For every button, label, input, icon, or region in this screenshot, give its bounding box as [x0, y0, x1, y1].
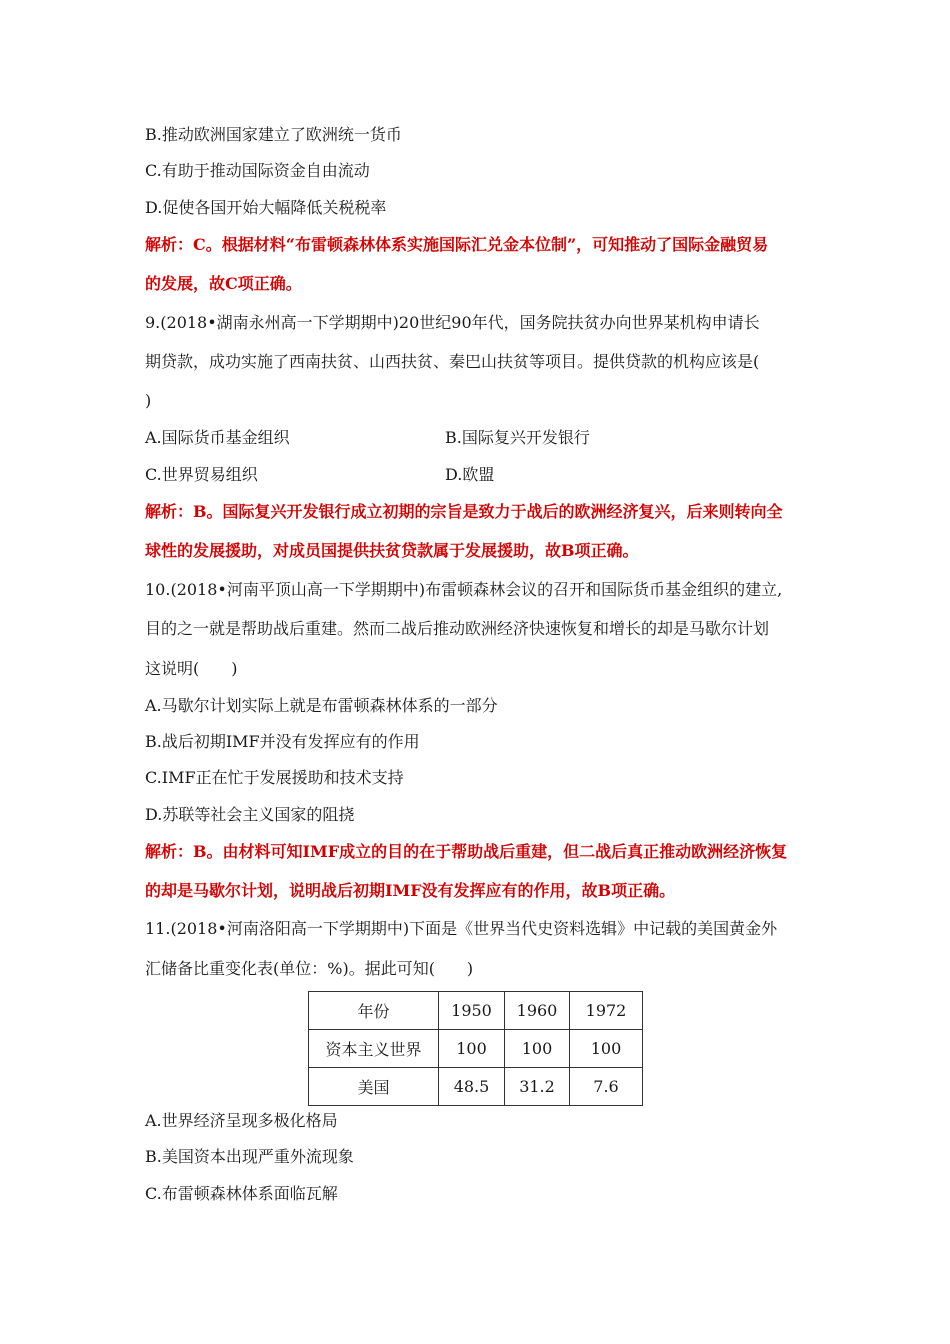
q11-option-c: C.布雷顿森林体系面临瓦解: [145, 1184, 338, 1203]
table-cell: 100: [439, 1030, 505, 1068]
q10-stem-line-1: 10.(2018•河南平顶山高一下学期期中)布雷顿森林会议的召开和国际货币基金组织的建立,: [145, 580, 783, 599]
reserve-share-table: [308, 991, 643, 1106]
q9-option-b: B.国际复兴开发银行: [445, 428, 590, 447]
q10-answer-line-1: 解析：B。由材料可知IMF成立的目的在于帮助战后重建，但二战后真正推动欧洲经济恢复: [145, 842, 788, 861]
table-cell: 48.5: [439, 1068, 505, 1106]
table-row: [309, 1068, 643, 1106]
table-header-cell: 年份: [309, 992, 439, 1030]
table-cell: 100: [570, 1030, 643, 1068]
q9-stem-line-2: 期贷款，成功实施了西南扶贫、山西扶贫、秦巴山扶贫等项目。提供贷款的机构应该是(: [145, 352, 760, 371]
q9-answer-line-2: 球性的发展援助，对成员国提供扶贫贷款属于发展援助，故B项正确。: [145, 541, 639, 560]
q11-stem-line-2: 汇储备比重变化表(单位：%)。据此可知( ): [145, 959, 474, 978]
q9-stem-line-1: 9.(2018•湖南永州高一下学期期中)20世纪90年代，国务院扶贫办向世界某机构申请长: [145, 313, 760, 332]
q9-option-d: D.欧盟: [445, 465, 495, 484]
q8-answer-line-1: 解析：C。根据材料“布雷顿森林体系实施国际汇兑金本位制”，可知推动了国际金融贸易: [145, 235, 769, 254]
q9-stem-line-3: ): [145, 391, 152, 410]
table-cell: 资本主义世界: [309, 1030, 439, 1068]
q8-option-c: C.有助于推动国际资金自由流动: [145, 161, 370, 180]
table-cell: 100: [505, 1030, 570, 1068]
table-cell: 7.6: [570, 1068, 643, 1106]
table-cell: 31.2: [505, 1068, 570, 1106]
q10-answer-line-2: 的却是马歇尔计划，说明战后初期IMF没有发挥应有的作用，故B项正确。: [145, 881, 676, 900]
q9-answer-line-1: 解析：B。国际复兴开发银行成立初期的宗旨是致力于战后的欧洲经济复兴，后来则转向全: [145, 502, 783, 521]
table-header-cell: 1972: [570, 992, 643, 1030]
q11-stem-line-1: 11.(2018•河南洛阳高一下学期期中)下面是《世界当代史资料选辑》中记载的美国黄金外: [145, 919, 778, 938]
q8-answer-line-2: 的发展，故C项正确。: [145, 274, 302, 293]
q9-option-a: A.国际货币基金组织: [145, 428, 290, 447]
q10-option-a: A.马歇尔计划实际上就是布雷顿森林体系的一部分: [145, 696, 498, 715]
table-header-cell: 1950: [439, 992, 505, 1030]
q10-option-c: C.IMF正在忙于发展援助和技术支持: [145, 768, 404, 787]
q10-option-d: D.苏联等社会主义国家的阻挠: [145, 805, 355, 824]
table-header-row: [309, 992, 643, 1030]
q10-stem-line-3: 这说明( ): [145, 659, 238, 678]
table-cell: 美国: [309, 1068, 439, 1106]
q10-option-b: B.战后初期IMF并没有发挥应有的作用: [145, 732, 420, 751]
table-header-cell: 1960: [505, 992, 570, 1030]
q11-option-b: B.美国资本出现严重外流现象: [145, 1147, 354, 1166]
q9-option-c: C.世界贸易组织: [145, 465, 258, 484]
table-row: [309, 1030, 643, 1068]
q11-option-a: A.世界经济呈现多极化格局: [145, 1111, 338, 1130]
q8-option-d: D.促使各国开始大幅降低关税税率: [145, 198, 387, 217]
q8-option-b: B.推动欧洲国家建立了欧洲统一货币: [145, 125, 402, 144]
q10-stem-line-2: 目的之一就是帮助战后重建。然而二战后推动欧洲经济快速恢复和增长的却是马歇尔计划: [145, 619, 770, 638]
